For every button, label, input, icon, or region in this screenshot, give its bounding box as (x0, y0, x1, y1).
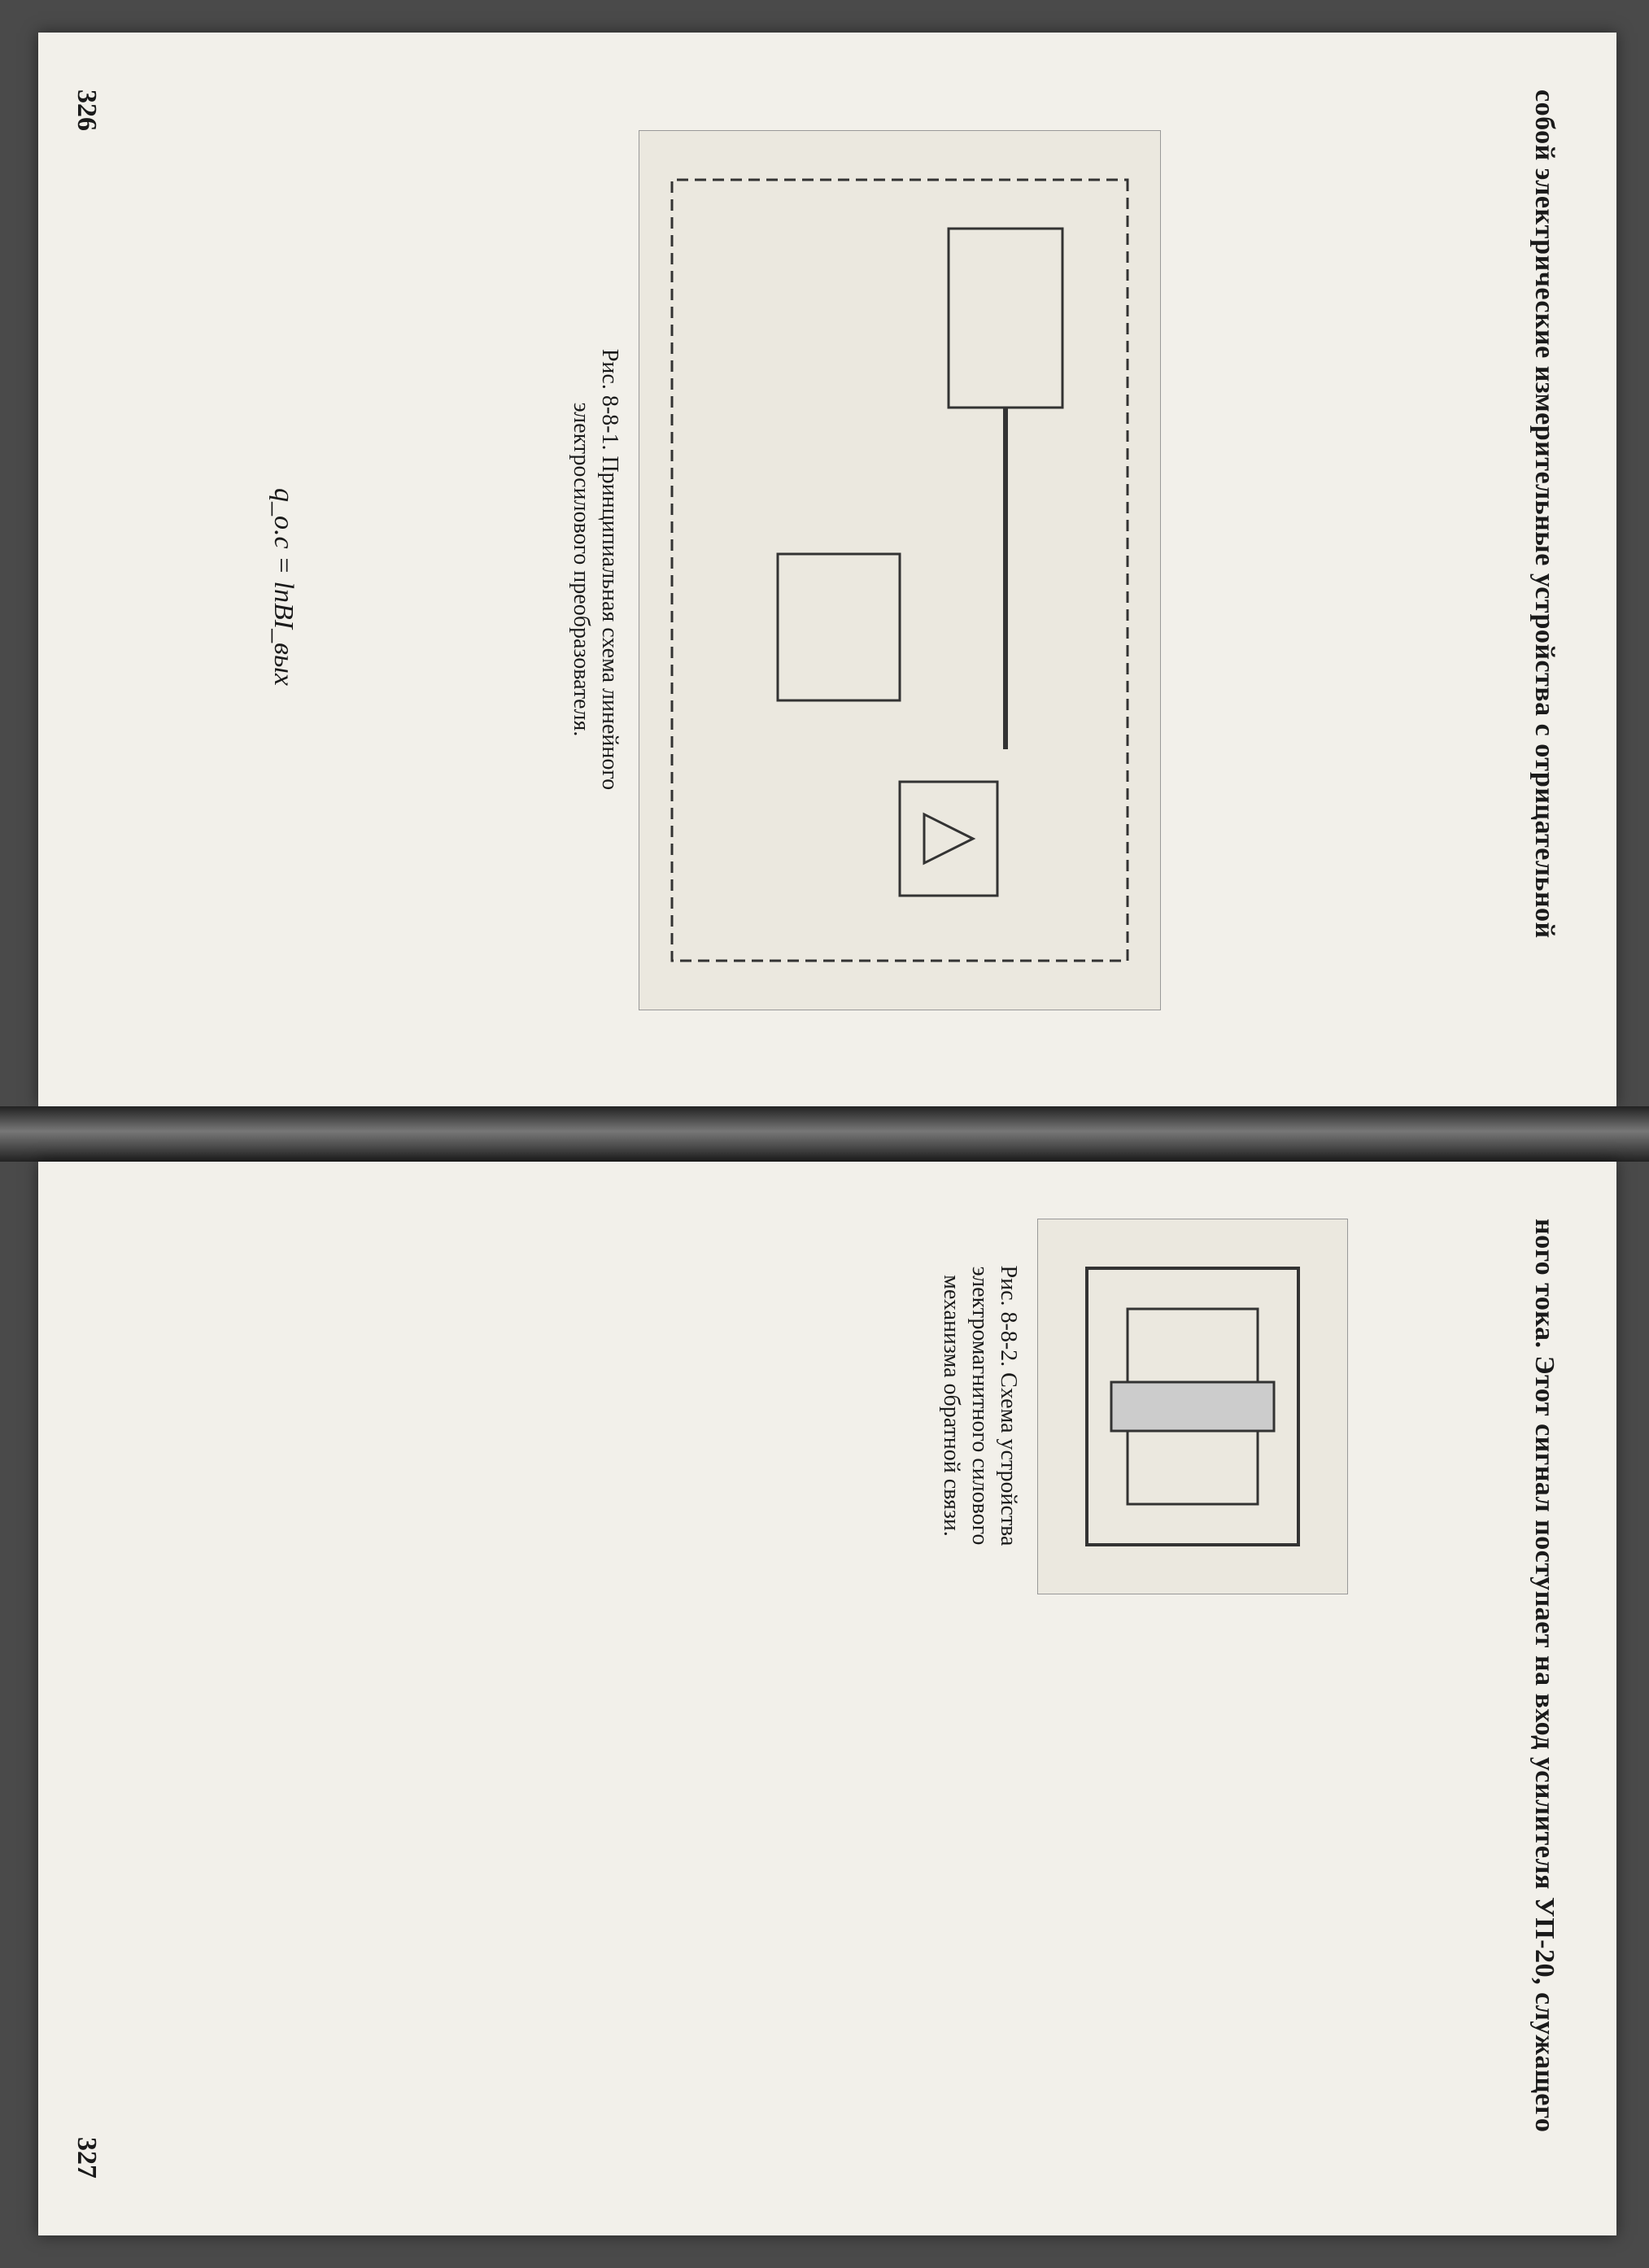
right-top-line: ного тока. Этот сигнал поступает на вход усилителя УП-20, служащего (1529, 1219, 1560, 2133)
book-spine (0, 1106, 1649, 1162)
figure-8-8-1 (639, 130, 1161, 1010)
schematic-diagram-icon (639, 131, 1160, 1010)
figure-8-8-1-caption: Рис. 8-8-1. Принципиальная схема линейного электросилового преобразователя. (569, 348, 622, 791)
formula-q: q_о.с = lnBI_вых (268, 488, 299, 686)
right-page-number: 327 (72, 2137, 102, 2179)
left-page (38, 33, 1616, 1106)
left-page-number: 326 (72, 89, 102, 131)
coil-diagram-icon (1038, 1219, 1347, 1594)
figure-8-8-2 (1037, 1219, 1348, 1594)
figure-8-8-2-caption: Рис. 8-8-2. Схема устройства электромагнитного силового механизма обратной связи. (939, 1265, 1021, 1546)
left-top-line: собой электрические измерительные устройства с отрицательной (1529, 89, 1560, 939)
right-page (38, 1162, 1616, 2235)
